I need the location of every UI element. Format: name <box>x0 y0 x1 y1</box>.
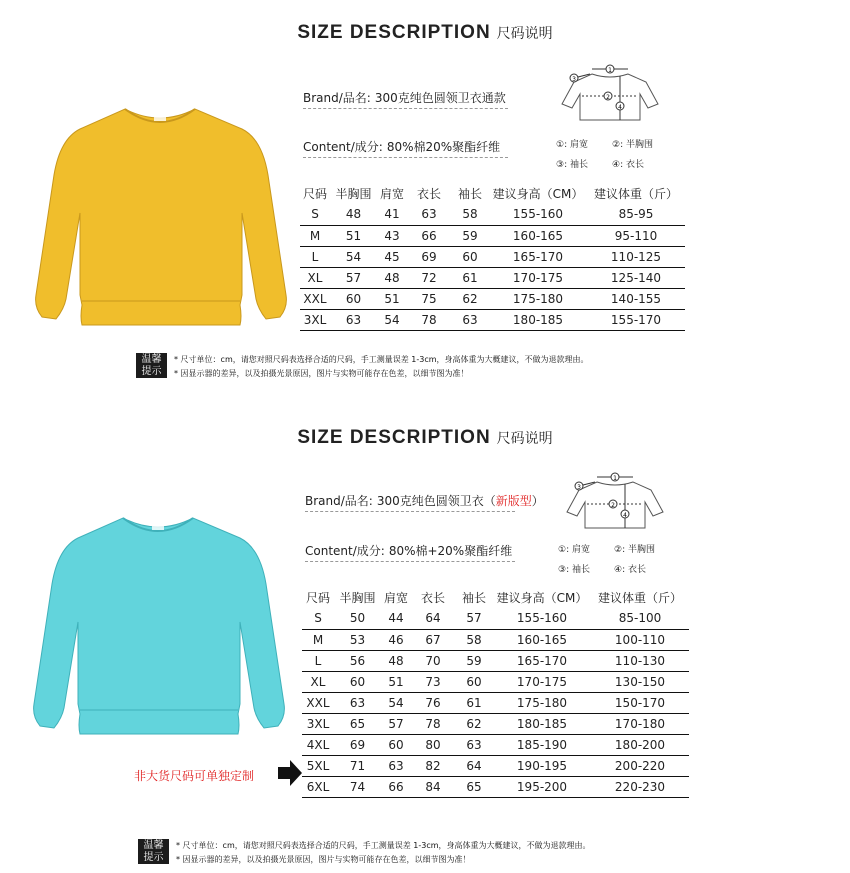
brand-label: Brand/品名: <box>303 91 371 105</box>
title-english: SIZE DESCRIPTION <box>297 22 491 43</box>
table-row <box>302 776 689 797</box>
table-cell: 220-230 <box>591 776 689 797</box>
table-cell: 4XL <box>302 734 334 755</box>
legend-half-chest: ②: 半胸围 <box>612 140 653 150</box>
legend-shoulder: ①: 肩宽 <box>558 545 590 555</box>
table-cell: 46 <box>381 629 411 650</box>
table-cell: 54 <box>381 692 411 713</box>
table-cell: 70 <box>411 650 455 671</box>
content-label: Content/成分: <box>305 544 385 558</box>
brand-value: 300克纯色圆领卫衣通款 <box>374 91 506 105</box>
column-header: 建议体重（斤） <box>593 186 678 201</box>
badge-line-1: 温馨 <box>141 354 162 365</box>
column-header: 肩宽 <box>379 186 404 201</box>
legend-half-chest: ②: 半胸围 <box>614 545 655 555</box>
table-cell: 125-140 <box>587 267 685 288</box>
badge-line-2: 提示 <box>141 366 162 377</box>
marker-3: 3 <box>572 76 576 83</box>
column-header: 半胸围 <box>339 590 376 605</box>
legend-sleeve: ③: 袖长 <box>556 160 588 170</box>
table-cell: 63 <box>381 755 411 776</box>
measurement-shirt-icon <box>565 470 665 532</box>
table-cell: 75 <box>407 288 451 309</box>
table-cell: 60 <box>455 671 493 692</box>
table-cell: 155-160 <box>489 204 587 225</box>
table-cell: 48 <box>381 650 411 671</box>
table-row <box>302 608 689 629</box>
table-cell: 53 <box>334 629 381 650</box>
table-cell: 160-165 <box>489 225 587 246</box>
tip-line-2: * 因显示器的差异，以及拍摄光景原因，图片与实物可能存在色差，以细节图为准！ <box>176 855 471 864</box>
size-section-2 <box>0 414 850 873</box>
table-cell: 59 <box>455 650 493 671</box>
column-header: 尺码 <box>302 186 327 201</box>
table-cell: 59 <box>451 225 489 246</box>
table-cell: 78 <box>411 713 455 734</box>
legend-sleeve: ③: 袖长 <box>558 565 590 575</box>
marker-1: 1 <box>608 67 612 74</box>
measurement-diagram <box>565 470 665 536</box>
section-title <box>0 427 850 449</box>
table-cell: 5XL <box>302 755 334 776</box>
content-value: 80%棉20%聚酯纤维 <box>386 140 501 154</box>
sweatshirt-image-yellow <box>30 95 290 335</box>
legend-length: ④: 衣长 <box>614 565 646 575</box>
table-cell: 74 <box>334 776 381 797</box>
table-cell: 60 <box>451 246 489 267</box>
custom-size-note: 非大货尺码可单独定制 <box>134 769 255 783</box>
arrow-right-icon <box>276 758 304 792</box>
table-cell: 43 <box>377 225 407 246</box>
table-cell: 62 <box>451 288 489 309</box>
table-cell: M <box>300 225 330 246</box>
table-cell: 155-160 <box>493 608 591 629</box>
table-cell: S <box>300 204 330 225</box>
column-header: 建议体重（斤） <box>597 590 682 605</box>
divider <box>303 157 508 158</box>
size-table <box>302 586 689 798</box>
table-cell: 72 <box>407 267 451 288</box>
table-cell: 51 <box>381 671 411 692</box>
table-cell: 150-170 <box>591 692 689 713</box>
table-row <box>302 629 689 650</box>
table-cell: 65 <box>455 776 493 797</box>
table-cell: 170-175 <box>489 267 587 288</box>
legend-shoulder: ①: 肩宽 <box>556 140 588 150</box>
table-cell: 110-130 <box>591 650 689 671</box>
table-cell: 165-170 <box>489 246 587 267</box>
size-section-1 <box>0 0 850 400</box>
table-cell: 170-175 <box>493 671 591 692</box>
table-cell: 165-170 <box>493 650 591 671</box>
table-cell: 69 <box>407 246 451 267</box>
table-cell: 48 <box>377 267 407 288</box>
table-row <box>300 288 685 309</box>
table-cell: 63 <box>330 309 377 330</box>
section-title <box>0 22 850 44</box>
table-cell: 170-180 <box>591 713 689 734</box>
table-row <box>300 204 685 225</box>
tip-box <box>136 353 696 381</box>
table-cell: 85-100 <box>591 608 689 629</box>
table-cell: 155-170 <box>587 309 685 330</box>
brand-value: 300克纯色圆领卫衣（ <box>376 494 496 508</box>
badge-line-2: 提示 <box>143 852 164 863</box>
table-cell: 110-125 <box>587 246 685 267</box>
table-header-row <box>302 586 689 608</box>
content-row <box>305 542 512 559</box>
column-header: 尺码 <box>305 590 330 605</box>
marker-1: 1 <box>613 475 617 482</box>
table-cell: 67 <box>411 629 455 650</box>
column-header: 建议身高（CM） <box>496 590 588 605</box>
divider <box>303 108 508 109</box>
table-cell: 64 <box>455 755 493 776</box>
table-row <box>300 267 685 288</box>
table-cell: 78 <box>407 309 451 330</box>
table-cell: XL <box>302 671 334 692</box>
table-cell: 180-185 <box>493 713 591 734</box>
marker-4: 4 <box>623 512 627 519</box>
sweatshirt-body <box>36 109 287 325</box>
table-cell: XXL <box>300 288 330 309</box>
table-cell: 73 <box>411 671 455 692</box>
tip-badge <box>138 839 169 864</box>
table-cell: 180-185 <box>489 309 587 330</box>
sweatshirt-graphic <box>30 95 290 335</box>
table-cell: M <box>302 629 334 650</box>
content-row <box>303 138 500 155</box>
title-chinese: 尺码说明 <box>496 26 553 42</box>
table-cell: 51 <box>377 288 407 309</box>
table-cell: 66 <box>381 776 411 797</box>
table-cell: 195-200 <box>493 776 591 797</box>
column-header: 建议身高（CM） <box>492 186 584 201</box>
brand-label: Brand/品名: <box>305 494 373 508</box>
brand-row <box>305 492 544 509</box>
table-cell: 63 <box>455 734 493 755</box>
table-cell: 130-150 <box>591 671 689 692</box>
divider <box>305 511 515 512</box>
table-row <box>302 692 689 713</box>
column-header: 衣长 <box>420 590 445 605</box>
table-row <box>302 755 689 776</box>
measurement-shirt-icon <box>560 62 660 124</box>
table-cell: 50 <box>334 608 381 629</box>
table-cell: 185-190 <box>493 734 591 755</box>
tip-badge <box>136 353 167 378</box>
tip-line-2: * 因显示器的差异，以及拍摄光景原因，图片与实物可能存在色差，以细节图为准！ <box>174 369 469 378</box>
table-cell: 80 <box>411 734 455 755</box>
table-row <box>302 650 689 671</box>
sweatshirt-graphic <box>28 504 288 744</box>
column-header: 衣长 <box>416 186 441 201</box>
table-cell: 76 <box>411 692 455 713</box>
table-cell: 3XL <box>302 713 334 734</box>
size-table <box>300 182 685 331</box>
table-cell: 61 <box>451 267 489 288</box>
table-row <box>302 713 689 734</box>
table-cell: 69 <box>334 734 381 755</box>
table-cell: 60 <box>334 671 381 692</box>
table-cell: 3XL <box>300 309 330 330</box>
table-cell: 200-220 <box>591 755 689 776</box>
table-cell: 63 <box>334 692 381 713</box>
tip-box <box>138 839 698 867</box>
title-english: SIZE DESCRIPTION <box>297 427 491 448</box>
table-cell: 64 <box>411 608 455 629</box>
table-cell: 57 <box>330 267 377 288</box>
table-cell: 6XL <box>302 776 334 797</box>
column-header: 袖长 <box>461 590 486 605</box>
table-cell: 63 <box>407 204 451 225</box>
table-cell: 175-180 <box>493 692 591 713</box>
table-cell: 58 <box>455 629 493 650</box>
content-value: 80%棉+20%聚酯纤维 <box>388 544 513 558</box>
marker-2: 2 <box>606 94 610 101</box>
table-cell: 63 <box>451 309 489 330</box>
brand-close: ） <box>531 494 544 508</box>
column-header: 肩宽 <box>383 590 408 605</box>
divider <box>305 561 515 562</box>
table-cell: 56 <box>334 650 381 671</box>
marker-4: 4 <box>618 104 622 111</box>
table-cell: 84 <box>411 776 455 797</box>
table-cell: 65 <box>334 713 381 734</box>
table-cell: 58 <box>451 204 489 225</box>
table-cell: 54 <box>377 309 407 330</box>
brand-highlight: 新版型 <box>495 494 532 508</box>
badge-line-1: 温馨 <box>143 840 164 851</box>
table-row <box>302 734 689 755</box>
sweatshirt-image-teal <box>28 504 288 744</box>
table-cell: 100-110 <box>591 629 689 650</box>
table-cell: 160-165 <box>493 629 591 650</box>
table-cell: 190-195 <box>493 755 591 776</box>
column-header: 半胸围 <box>335 186 372 201</box>
title-chinese: 尺码说明 <box>496 431 553 447</box>
table-cell: 71 <box>334 755 381 776</box>
content-label: Content/成分: <box>303 140 383 154</box>
measurement-diagram <box>560 62 660 128</box>
table-cell: 51 <box>330 225 377 246</box>
table-cell: 57 <box>381 713 411 734</box>
tip-line-1: * 尺寸单位：cm，请您对照尺码表选择合适的尺码，手工测量误差 1-3cm，身高体重为大概建议，不做为退款理由。 <box>174 355 589 364</box>
table-cell: 45 <box>377 246 407 267</box>
sweatshirt-body <box>34 518 285 734</box>
table-header-row <box>300 182 685 204</box>
column-header: 袖长 <box>457 186 482 201</box>
table-cell: 85-95 <box>587 204 685 225</box>
table-row <box>300 246 685 267</box>
table-cell: 175-180 <box>489 288 587 309</box>
table-row <box>302 671 689 692</box>
table-cell: XL <box>300 267 330 288</box>
table-cell: 60 <box>330 288 377 309</box>
table-cell: 57 <box>455 608 493 629</box>
table-row <box>300 225 685 246</box>
legend-length: ④: 衣长 <box>612 160 644 170</box>
table-cell: 54 <box>330 246 377 267</box>
table-cell: XXL <box>302 692 334 713</box>
table-row <box>300 309 685 330</box>
table-cell: 180-200 <box>591 734 689 755</box>
table-cell: 41 <box>377 204 407 225</box>
tip-line-1: * 尺寸单位：cm，请您对照尺码表选择合适的尺码，手工测量误差 1-3cm，身高体重为大概建议，不做为退款理由。 <box>176 841 591 850</box>
table-cell: 66 <box>407 225 451 246</box>
marker-2: 2 <box>611 502 615 509</box>
table-cell: 60 <box>381 734 411 755</box>
table-cell: S <box>302 608 334 629</box>
table-cell: 48 <box>330 204 377 225</box>
table-cell: 61 <box>455 692 493 713</box>
table-cell: 44 <box>381 608 411 629</box>
table-cell: 95-110 <box>587 225 685 246</box>
table-cell: 82 <box>411 755 455 776</box>
table-cell: L <box>300 246 330 267</box>
table-cell: 62 <box>455 713 493 734</box>
table-cell: L <box>302 650 334 671</box>
brand-row <box>303 89 506 106</box>
table-cell: 140-155 <box>587 288 685 309</box>
marker-3: 3 <box>577 484 581 491</box>
